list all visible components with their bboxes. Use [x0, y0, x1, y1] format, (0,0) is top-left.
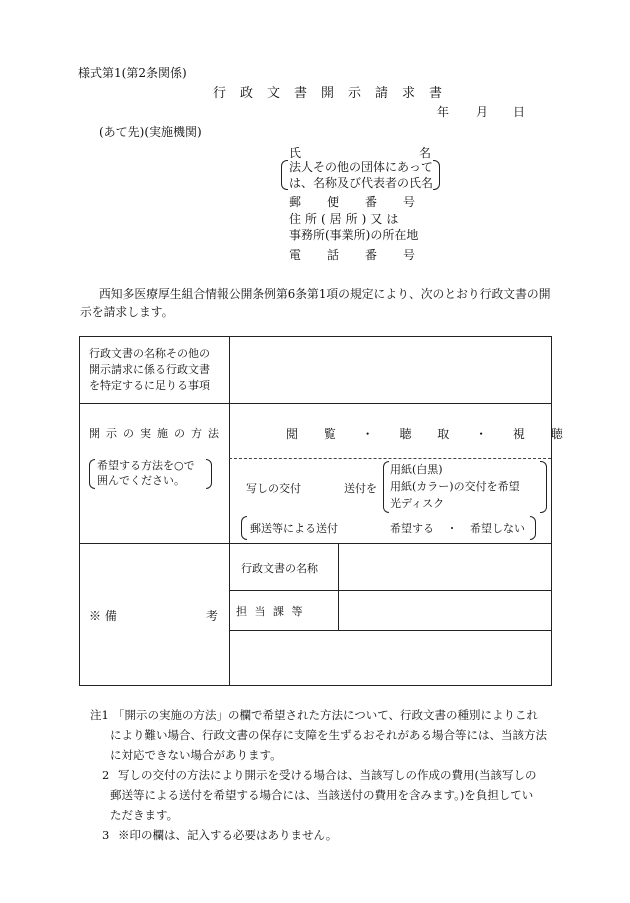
- table-line-row2: [79, 543, 552, 544]
- doc-spec-line3: を特定するに足りる事項: [89, 379, 210, 392]
- corp-note-line1: 法人その他の団体にあって: [289, 160, 433, 174]
- note3-prefix: 3: [102, 828, 110, 842]
- note3-line1: ※印の欄は、記入する必要はありません。: [118, 828, 338, 842]
- intro-line1: 西知多医療厚生組合情報公開条例第6条第1項の規定により、次のとおり行政文書の開: [99, 287, 551, 301]
- note2-line2: 郵送等による送付を希望する場合には、当該送付の費用を含みます。)を負担してい: [110, 788, 534, 802]
- date-day-label: 日: [513, 105, 526, 119]
- note1-line1: 「開示の実施の方法」の欄で希望された方法について、行政文書の種別によりこれ: [113, 708, 539, 722]
- phone-label: 電話番号: [289, 248, 442, 262]
- copy-options-bracket-right: [540, 461, 547, 513]
- method-note-line2: 囲んでください。: [97, 474, 185, 487]
- copy-option-disc: 光ディスク: [390, 497, 445, 510]
- corp-note-bracket-right: [433, 160, 440, 190]
- copy-option-color: 用紙(カラー)の交付を希望: [390, 480, 520, 493]
- note2-line3: ただきます。: [110, 808, 179, 822]
- corp-note-bracket-left: [281, 160, 288, 190]
- table-line-row1: [79, 403, 552, 404]
- table-line-docname: [229, 590, 552, 591]
- doc-spec-label: [89, 346, 210, 394]
- note1-line2: により難い場合、行政文書の保存に支障を生ずるおそれがある場合等には、当該方法: [110, 728, 547, 742]
- doc-spec-line1: 行政文書の名称その他の: [89, 347, 210, 360]
- table-line-left: [79, 336, 80, 685]
- note2-prefix: 2: [102, 768, 110, 782]
- addressee-label: (あて先)(実施機関): [99, 125, 202, 139]
- name-char-2: 名: [418, 146, 431, 160]
- date-year-label: 年: [437, 105, 450, 119]
- form-number: 様式第1(第2条関係): [78, 66, 187, 80]
- mail-label: 郵送等による送付: [250, 522, 338, 535]
- copy-option-bw: 用紙(白黒): [390, 463, 443, 476]
- remarks-label-end: 考: [206, 609, 219, 623]
- method-divider: [229, 458, 551, 459]
- address-line2: 事務所(事業所)の所在地: [289, 228, 419, 242]
- corp-note: [289, 159, 433, 191]
- address-line1: 住所(居所)又は: [289, 212, 403, 226]
- method-note-bracket-left: [89, 459, 95, 489]
- mail-bracket-right: [530, 516, 536, 540]
- doc-name-label: 行政文書の名称: [241, 562, 318, 575]
- method-note-line1: 希望する方法を○で: [97, 459, 195, 472]
- table-line-top: [79, 336, 552, 337]
- send-to-label: 送付を: [344, 482, 377, 495]
- method-label: 開示の実施の方法: [89, 427, 225, 440]
- note1-line3: に対応できない場合があります。: [110, 748, 282, 762]
- copy-label: 写しの交付: [246, 482, 301, 495]
- address-label: [289, 211, 418, 243]
- note2-line1: 写しの交付の方法により開示を受ける場合は、当該写しの作成の費用(当該写しの: [118, 768, 537, 782]
- copy-options: [390, 461, 520, 512]
- postal-code-label: 郵便番号: [289, 195, 442, 209]
- method-note-bracket-right: [206, 459, 212, 489]
- copy-options-bracket-left: [383, 461, 389, 513]
- mail-bracket-left: [241, 516, 247, 540]
- section-label: 担 当 課 等: [236, 605, 305, 618]
- note1-prefix: 注1: [90, 708, 109, 722]
- table-line-subcol: [338, 543, 339, 630]
- table-line-col: [229, 336, 230, 685]
- doc-spec-line2: 開示請求に係る行政文書: [89, 363, 210, 376]
- date-month-label: 月: [476, 105, 489, 119]
- corp-note-line2: は、名称及び代表者の氏名: [289, 176, 434, 190]
- viewing-options: 閲 覧 ・ 聴 取 ・ 視 聴: [286, 427, 569, 441]
- method-note: [97, 458, 195, 488]
- page-title: 行政文書開示請求書: [213, 86, 457, 101]
- table-line-section: [229, 630, 552, 631]
- table-line-bottom: [79, 685, 552, 686]
- remarks-label: ※ 備: [89, 609, 117, 623]
- mail-choice: 希望する ・ 希望しない: [390, 522, 525, 535]
- name-char-1: 氏: [289, 146, 302, 160]
- intro-line2: 示を請求します。: [80, 305, 174, 319]
- table-line-right: [551, 336, 552, 685]
